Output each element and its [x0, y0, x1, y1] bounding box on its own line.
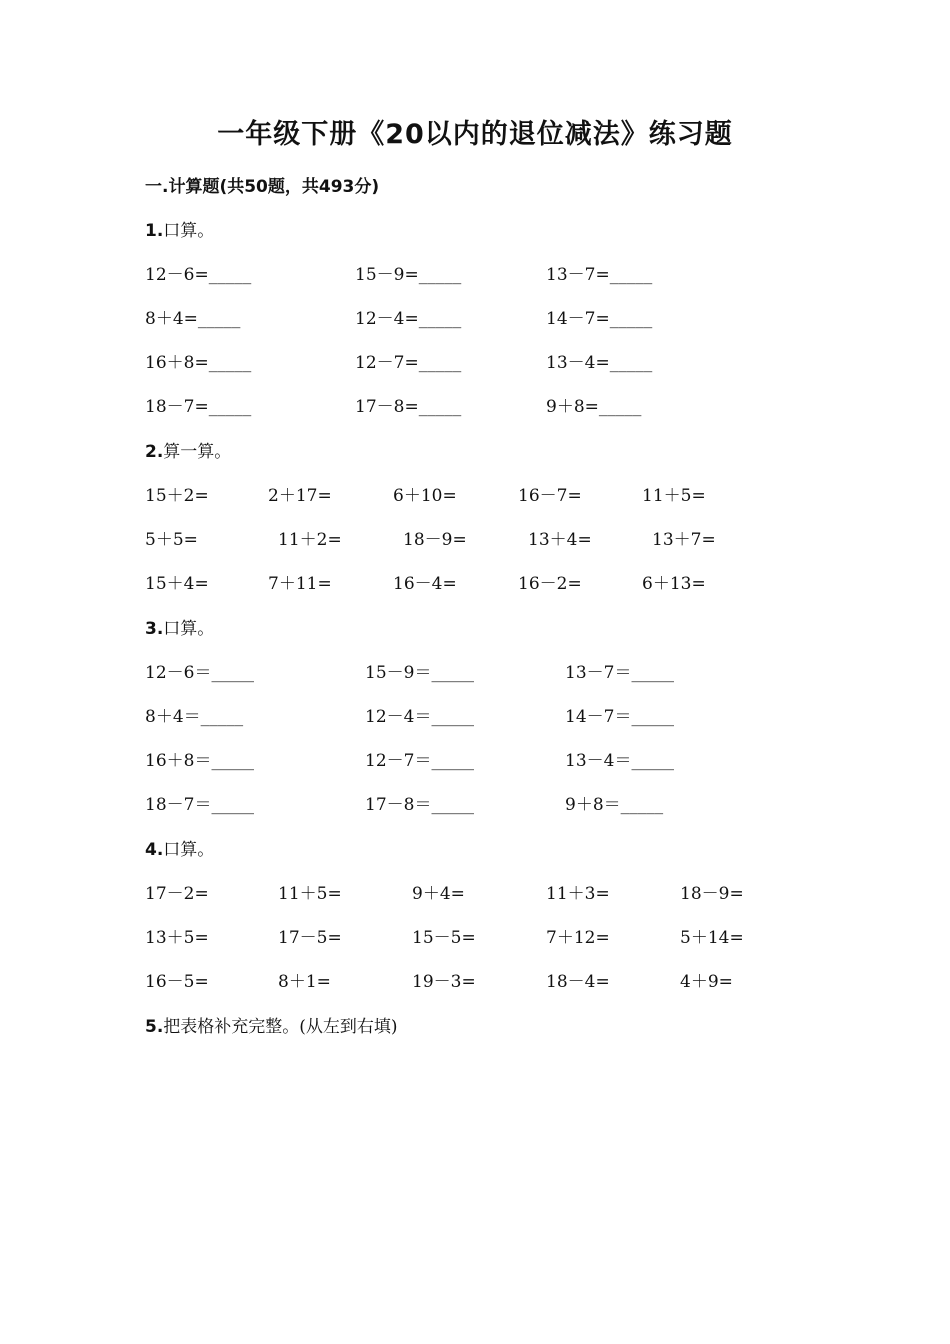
arithmetic-problem: 16＋8=_____: [145, 353, 252, 373]
arithmetic-problem: 8＋4=_____: [145, 309, 241, 329]
arithmetic-problem: 13－4＝_____: [565, 751, 674, 771]
arithmetic-problem: 14－7＝_____: [565, 707, 674, 727]
arithmetic-problem: 4＋9=: [680, 972, 733, 992]
question-instruction: 口算。: [163, 840, 215, 860]
arithmetic-problem: 12－4＝_____: [365, 707, 474, 727]
arithmetic-problem: 5＋5=: [145, 530, 198, 550]
arithmetic-problem: 7＋12=: [546, 928, 610, 948]
arithmetic-problem: 13＋7=: [652, 530, 716, 550]
question-instruction: 口算。: [163, 619, 215, 639]
arithmetic-problem: 15＋4=: [145, 574, 209, 594]
arithmetic-problem: 16－2=: [518, 574, 582, 594]
arithmetic-problem: 15＋2=: [145, 486, 209, 506]
arithmetic-problem: 18－9=: [403, 530, 467, 550]
arithmetic-problem: 6＋10=: [393, 486, 457, 506]
arithmetic-problem: 13－7=_____: [546, 265, 653, 285]
arithmetic-problem: 16－7=: [518, 486, 582, 506]
arithmetic-problem: 15－9＝_____: [365, 663, 474, 683]
question-instruction: 算一算。: [163, 442, 232, 462]
arithmetic-problem: 9＋8＝_____: [565, 795, 664, 815]
arithmetic-problem: 13＋5=: [145, 928, 209, 948]
question-2-heading: [145, 437, 231, 462]
arithmetic-problem: 7＋11=: [268, 574, 332, 594]
arithmetic-problem: 8＋1=: [278, 972, 331, 992]
arithmetic-problem: 11＋5=: [642, 486, 706, 506]
question-number: 5.: [145, 1017, 164, 1037]
arithmetic-problem: 14－7=_____: [546, 309, 653, 329]
arithmetic-problem: 16－5=: [145, 972, 209, 992]
question-1-heading: [145, 216, 214, 241]
arithmetic-problem: 15－5=: [412, 928, 476, 948]
page-title: 一年级下册《20以内的退位减法》练习题: [217, 119, 733, 150]
arithmetic-problem: 11＋3=: [546, 884, 610, 904]
arithmetic-problem: 9＋4=: [412, 884, 465, 904]
arithmetic-problem: 11＋5=: [278, 884, 342, 904]
arithmetic-problem: 2＋17=: [268, 486, 332, 506]
question-number: 1.: [145, 221, 164, 241]
question-number: 4.: [145, 840, 164, 860]
arithmetic-problem: 16－4=: [393, 574, 457, 594]
arithmetic-problem: 11＋2=: [278, 530, 342, 550]
arithmetic-problem: 6＋13=: [642, 574, 706, 594]
arithmetic-problem: 18－9=: [680, 884, 744, 904]
arithmetic-problem: 18－7＝_____: [145, 795, 254, 815]
arithmetic-problem: 17－8=_____: [355, 397, 462, 417]
question-4-heading: [145, 835, 214, 860]
arithmetic-problem: 13－4=_____: [546, 353, 653, 373]
question-instruction: 把表格补充完整。(从左到右填): [163, 1017, 398, 1037]
arithmetic-problem: 13＋4=: [528, 530, 592, 550]
arithmetic-problem: 8＋4＝_____: [145, 707, 244, 727]
arithmetic-problem: 17－5=: [278, 928, 342, 948]
arithmetic-problem: 19－3=: [412, 972, 476, 992]
question-instruction: 口算。: [163, 221, 215, 241]
arithmetic-problem: 15－9=_____: [355, 265, 462, 285]
question-number: 3.: [145, 619, 164, 639]
arithmetic-problem: 17－8＝_____: [365, 795, 474, 815]
arithmetic-problem: 12－6＝_____: [145, 663, 254, 683]
arithmetic-problem: 12－6=_____: [145, 265, 252, 285]
arithmetic-problem: 16＋8＝_____: [145, 751, 254, 771]
arithmetic-problem: 17－2=: [145, 884, 209, 904]
question-3-heading: [145, 614, 214, 639]
question-number: 2.: [145, 442, 164, 462]
question-5-heading: [145, 1012, 398, 1037]
arithmetic-problem: 18－7=_____: [145, 397, 252, 417]
arithmetic-problem: 5＋14=: [680, 928, 744, 948]
section-heading: 一.计算题(共50题，共493分): [145, 177, 380, 197]
arithmetic-problem: 13－7＝_____: [565, 663, 674, 683]
arithmetic-problem: 12－4=_____: [355, 309, 462, 329]
arithmetic-problem: 18－4=: [546, 972, 610, 992]
arithmetic-problem: 12－7＝_____: [365, 751, 474, 771]
arithmetic-problem: 12－7=_____: [355, 353, 462, 373]
arithmetic-problem: 9＋8=_____: [546, 397, 642, 417]
